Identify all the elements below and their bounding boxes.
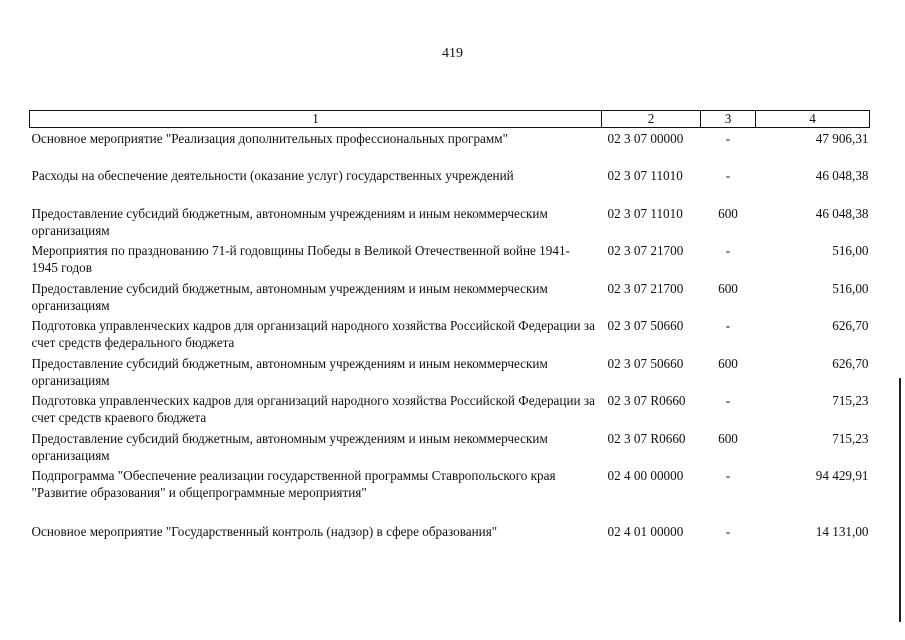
row-code: 02 3 07 50660 — [607, 355, 684, 371]
row-type: 600 — [718, 205, 738, 221]
row-code: 02 4 00 00000 — [607, 467, 684, 483]
row-code: 02 3 07 11010 — [607, 205, 683, 221]
row-code: 02 3 07 R0660 — [607, 430, 686, 446]
row-code: 02 3 07 21700 — [607, 280, 684, 296]
row-code: 02 4 01 00000 — [607, 523, 684, 539]
row-type: - — [725, 523, 731, 539]
row-name: Подпрограмма "Обеспечение реализации государственной программы Ставропольского края "Развитие образования" и общепрограммные мероприятия" — [31, 467, 556, 500]
row-type: - — [725, 467, 731, 483]
row-name: Мероприятия по празднованию 71-й годовщины Победы в Великой Отечественной войне 1941-1945 годов — [31, 242, 570, 275]
row-amount: 626,70 — [832, 317, 869, 333]
row-amount: 516,00 — [832, 280, 869, 296]
table-row — [30, 280, 870, 317]
row-name: Основное мероприятие "Реализация дополнительных профессиональных программ" — [31, 131, 508, 146]
margin-line — [899, 378, 901, 622]
row-amount: 46 048,38 — [815, 205, 869, 221]
row-code: 02 3 07 R0660 — [607, 392, 686, 408]
row-type: - — [725, 242, 731, 258]
row-amount: 715,23 — [832, 430, 869, 446]
row-name: Основное мероприятие "Государственный контроль (надзор) в сфере образования" — [31, 523, 498, 539]
row-type: 600 — [718, 280, 738, 296]
table-row — [30, 430, 870, 467]
header-col-2: 2 — [602, 111, 701, 128]
row-code: 02 3 07 50660 — [607, 317, 684, 333]
row-name: Предоставление субсидий бюджетным, автономным учреждениям и иным некоммерческим организациям — [31, 205, 548, 238]
table-row — [30, 392, 870, 430]
table-body — [30, 128, 870, 543]
table-row — [30, 355, 870, 392]
row-amount: 715,23 — [832, 392, 869, 408]
table-row — [30, 467, 870, 523]
row-type: 600 — [718, 355, 738, 371]
row-amount: 94 429,91 — [815, 467, 869, 483]
header-row — [30, 111, 870, 128]
row-name: Предоставление субсидий бюджетным, автономным учреждениям и иным некоммерческим организациям — [31, 355, 548, 388]
row-type: - — [725, 167, 731, 183]
row-name: Предоставление субсидий бюджетным, автономным учреждениям и иным некоммерческим организациям — [31, 430, 548, 463]
table-row — [30, 242, 870, 280]
row-amount: 47 906,31 — [815, 131, 869, 146]
row-amount: 626,70 — [832, 355, 869, 371]
table-row — [30, 317, 870, 355]
table-row — [30, 523, 870, 543]
row-type: - — [725, 131, 731, 146]
page-number: 419 — [442, 46, 463, 61]
row-amount: 14 131,00 — [815, 523, 869, 539]
row-type: - — [725, 317, 731, 333]
budget-table — [29, 110, 870, 543]
row-code: 02 3 07 21700 — [607, 242, 684, 258]
row-type: - — [725, 392, 731, 408]
table-row — [30, 167, 870, 205]
header-col-4: 4 — [756, 111, 870, 128]
table-row — [30, 205, 870, 242]
header-col-3: 3 — [701, 111, 756, 128]
row-name: Подготовка управленческих кадров для организаций народного хозяйства Российской Федерации за счет средств краевого бюджета — [31, 392, 595, 425]
table-row — [30, 128, 870, 167]
row-type: 600 — [718, 430, 738, 446]
row-amount: 46 048,38 — [815, 167, 869, 183]
row-code: 02 3 07 00000 — [607, 131, 684, 146]
row-name: Предоставление субсидий бюджетным, автономным учреждениям и иным некоммерческим организациям — [31, 280, 548, 313]
row-code: 02 3 07 11010 — [607, 167, 683, 183]
row-name: Подготовка управленческих кадров для организаций народного хозяйства Российской Федерации за счет средств федерального бюджета — [31, 317, 595, 350]
header-col-1: 1 — [30, 111, 602, 128]
table-header — [30, 111, 870, 128]
row-name: Расходы на обеспечение деятельности (оказание услуг) государственных учреждений — [31, 167, 514, 183]
row-amount: 516,00 — [832, 242, 869, 258]
